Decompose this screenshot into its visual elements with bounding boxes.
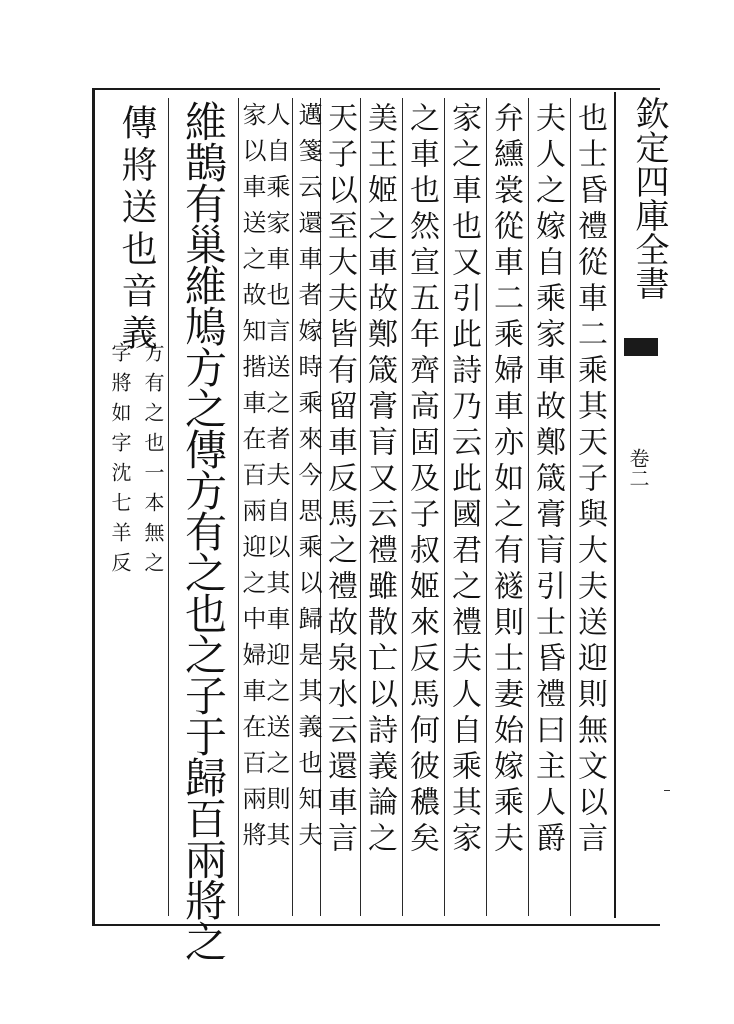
verse-column: 維鵲有巢維鳩方之傳方有之也之子于歸百兩將之 (179, 100, 228, 961)
text-column: 夫人之嫁自乘家車故鄭箴膏肓引士昏禮曰主人爵 (530, 102, 565, 858)
text-column: 美王姬之車故鄭箴膏肓又云禮雖散亡以詩義論之 (362, 102, 397, 858)
column-rule (360, 98, 361, 916)
text-column: 邁箋云還車者嫁時乘來今思乘以歸是其義也知夫 (294, 102, 322, 858)
margin-mark (664, 790, 670, 791)
column-rule (570, 98, 571, 916)
column-rule (402, 98, 403, 916)
annotation-line: 方有之也一本無之 (141, 342, 165, 582)
text-column: 之車也然宣五年齊高固及子叔姬來反馬何彼穠矣 (404, 102, 439, 858)
column-rule (444, 98, 445, 916)
text-column: 天子以至大夫皆有留車反馬之禮故泉水云還車言 (322, 102, 357, 858)
column-rule (292, 98, 293, 916)
column-rule (528, 98, 529, 916)
column-rule (168, 98, 169, 916)
commentary-heading: 傳將送也音義 (116, 104, 157, 356)
text-column: 弁纁裳從車二乘婦車亦如之有襚則士妻始嫁乘夫 (488, 102, 523, 858)
text-column: 人自乘家車也言送之者夫自以其車迎之送之則其 (262, 102, 290, 858)
column-rule (486, 98, 487, 916)
header-title: 欽定四庫全書 (629, 96, 669, 300)
text-column: 家之車也又引此詩乃云此國君之禮夫人自乘其家 (446, 102, 481, 858)
text-column: 家以車送之故知揩車在百兩迎之中婦車在百兩將 (238, 102, 266, 858)
juan-number: 卷二 (626, 448, 650, 488)
text-column: 也士昏禮從車二乘其天子與大夫送迎則無文以言 (572, 102, 607, 858)
fish-tail-mark (624, 338, 658, 356)
frame-rule-right (614, 92, 616, 918)
annotation-line: 字將如字沈七羊反 (108, 342, 132, 582)
